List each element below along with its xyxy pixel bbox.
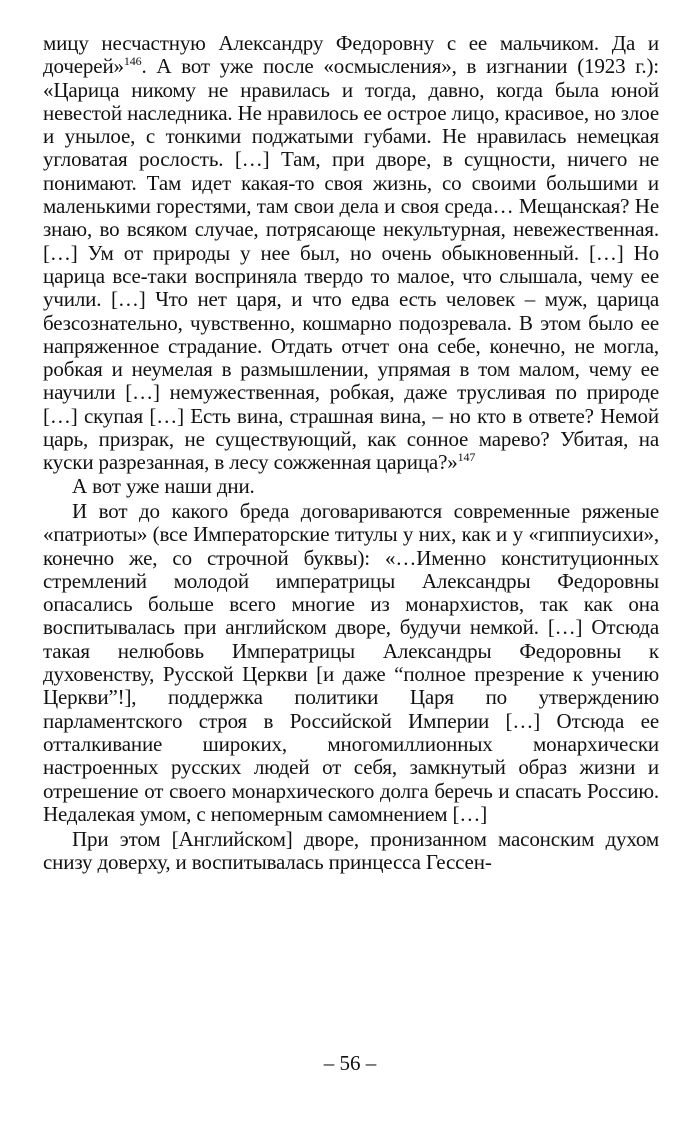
text-segment: . А вот уже после «осмысления», в изгнании (1923 г.): «Царица никому не нравилась и тогда, давно, когда была юной невестой наследника. Не нравилось ее острое лицо, красивое, но злое и унылое, с тонкими поджатыми губами. Не нравилась немецкая угловатая рослость. […] Там, при дворе, в сущности, ничего не понимают. Там идет какая-то своя жизнь, со своими большими и маленькими горестями, там свои дела и своя среда… Мещанская? Не знаю, во всяком случае, потрясающе некультурная, невежественная. […] Ум от природы у нее был, но очень обыкновенный. […] Но царица все-таки восприняла твердо то малое, что слышала, чему ее учили. […] Что нет царя, и что едва есть человек – муж, царица безсознательно, чувственно, кошмарно подозревала. В этом было ее напряженное страдание. Отдать отчет она себе, конечно, не могла, робкая и неумелая в размышлении, упрямая в том малом, чему ее научили […] немужественная, робкая, даже трусливая по природе […] скупая […] Есть вина, страшная вина, – но кто в ответе? Немой царь, призрак, не существующий, как сонное марево? Убитая, на куски разрезанная, в лесу сожженная царица?» [43, 54, 659, 475]
paragraph-english-court [43, 828, 659, 875]
text-segment: При этом [Английском] дворе, пронизанном масонским духом снизу доверху, и воспитывалась принцесса Гессен- [43, 827, 659, 875]
footnote-ref-147: 147 [457, 450, 476, 465]
text-segment: мицу несчастную Александру Федоровну с ее мальчиком. Да и дочерей» [43, 31, 659, 79]
paragraph-continuation-quote [43, 32, 659, 475]
text-segment: И вот до какого бреда договариваются современные ряженые «патриоты» (все Императорские титулы у них, как и у «гиппиусихи», конечно же, со строчной буквы): «…Именно конституционных стремлений молодой императрицы Александры Федоровны опасались больше всего многие из монархистов, так как она воспитывалась при английском дворе, будучи немкой. […] Отсюда такая нелюбовь Императрицы Александры Федоровны к духовенству, Русской Церкви [и даже “полное презрение к учению Церкви”!], поддержка политики Царя по утверждению парламентского строя в Российской Империи […] Отсюда ее отталкивание широких, многомиллионных монархически настроенных русских людей от себя, замкнутый образ жизни и отрешение от своего монархического долга беречь и спасать Россию. Недалекая умом, с непомерным самомнением […] [43, 498, 659, 826]
text-segment: А вот уже наши дни. [72, 473, 255, 498]
footnote-ref-146: 146 [123, 54, 142, 69]
paragraph-our-days [43, 475, 659, 498]
document-body [43, 32, 659, 875]
paragraph-patriots [43, 500, 659, 826]
page-number: – 56 – [323, 1051, 377, 1075]
